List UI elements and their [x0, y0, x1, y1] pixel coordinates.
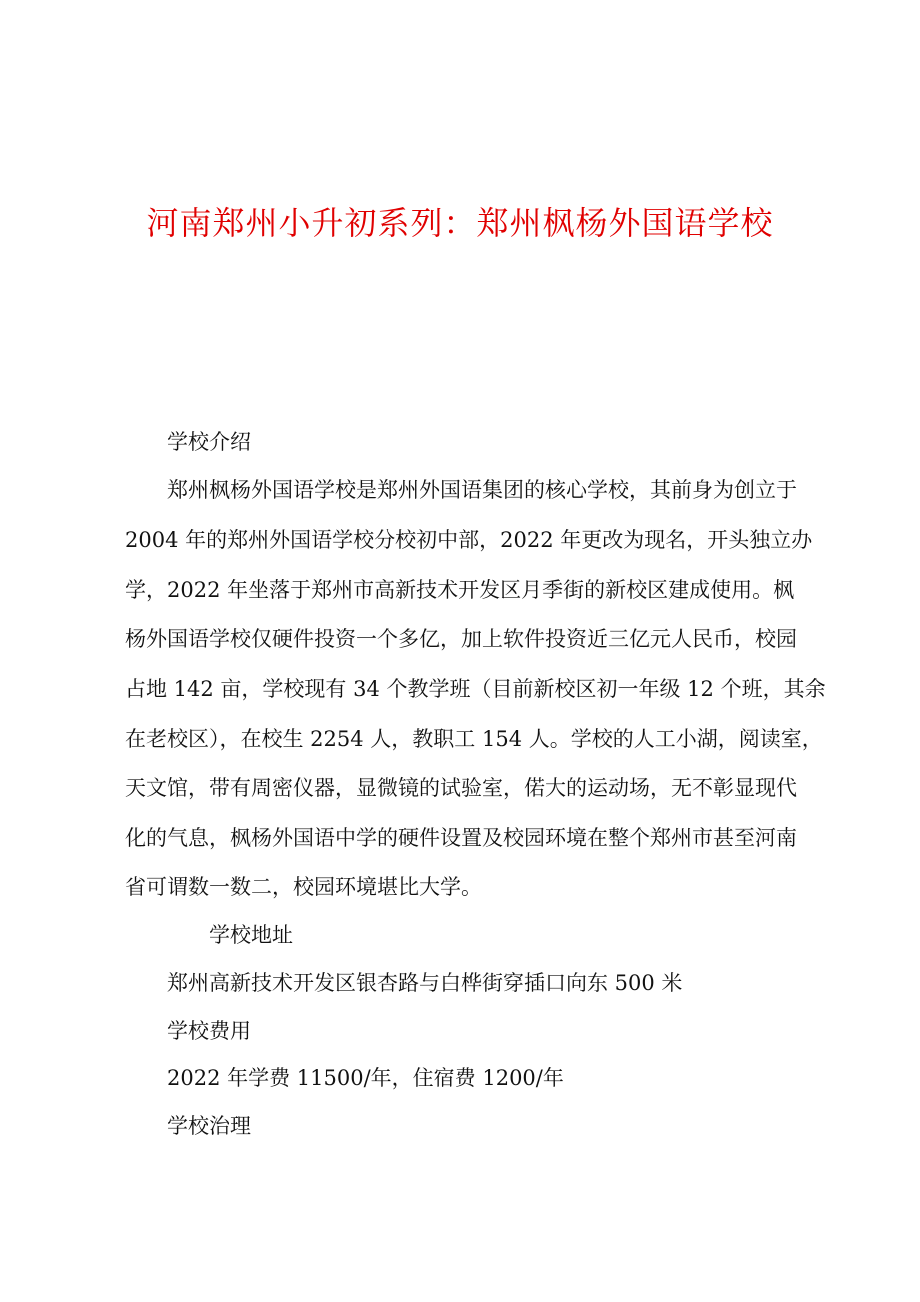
intro-paragraph-line: 2004 年的郑州外国语学校分校初中部，2022 年更改为现名，开头独立办	[125, 528, 813, 552]
fees-text: 2022 年学费 11500/年，住宿费 1200/年	[167, 1066, 564, 1090]
intro-paragraph-line: 占地 142 亩，学校现有 34 个教学班（目前新校区初一年级 12 个班，其余	[125, 677, 826, 701]
intro-paragraph-line: 郑州枫杨外国语学校是郑州外国语集团的核心学校，其前身为创立于	[167, 478, 797, 502]
intro-paragraph-line: 在老校区），在校生 2254 人，教职工 154 人。学校的人工小湖，阅读室，	[125, 727, 823, 751]
intro-paragraph-line: 省可谓数一数二，校园环境堪比大学。	[125, 875, 482, 899]
intro-paragraph-line: 化的气息，枫杨外国语中学的硬件设置及校园环境在整个郑州市甚至河南	[125, 826, 797, 850]
intro-paragraph-line: 天文馆，带有周密仪器，显微镜的试验室，偌大的运动场，无不彰显现代	[125, 776, 797, 800]
intro-paragraph-line: 学，2022 年坐落于郑州市高新技术开发区月季街的新校区建成使用。枫	[125, 578, 795, 602]
section-heading-governance: 学校治理	[167, 1114, 251, 1138]
section-heading-address: 学校地址	[209, 923, 293, 947]
section-heading-intro: 学校介绍	[167, 430, 251, 454]
intro-paragraph-line: 杨外国语学校仅硬件投资一个多亿，加上软件投资近三亿元人民币，校园	[125, 627, 797, 651]
document-title: 河南郑州小升初系列：郑州枫杨外国语学校	[146, 204, 774, 242]
address-text: 郑州高新技术开发区银杏路与白桦街穿插口向东 500 米	[167, 971, 683, 995]
section-heading-fees: 学校费用	[167, 1019, 251, 1043]
